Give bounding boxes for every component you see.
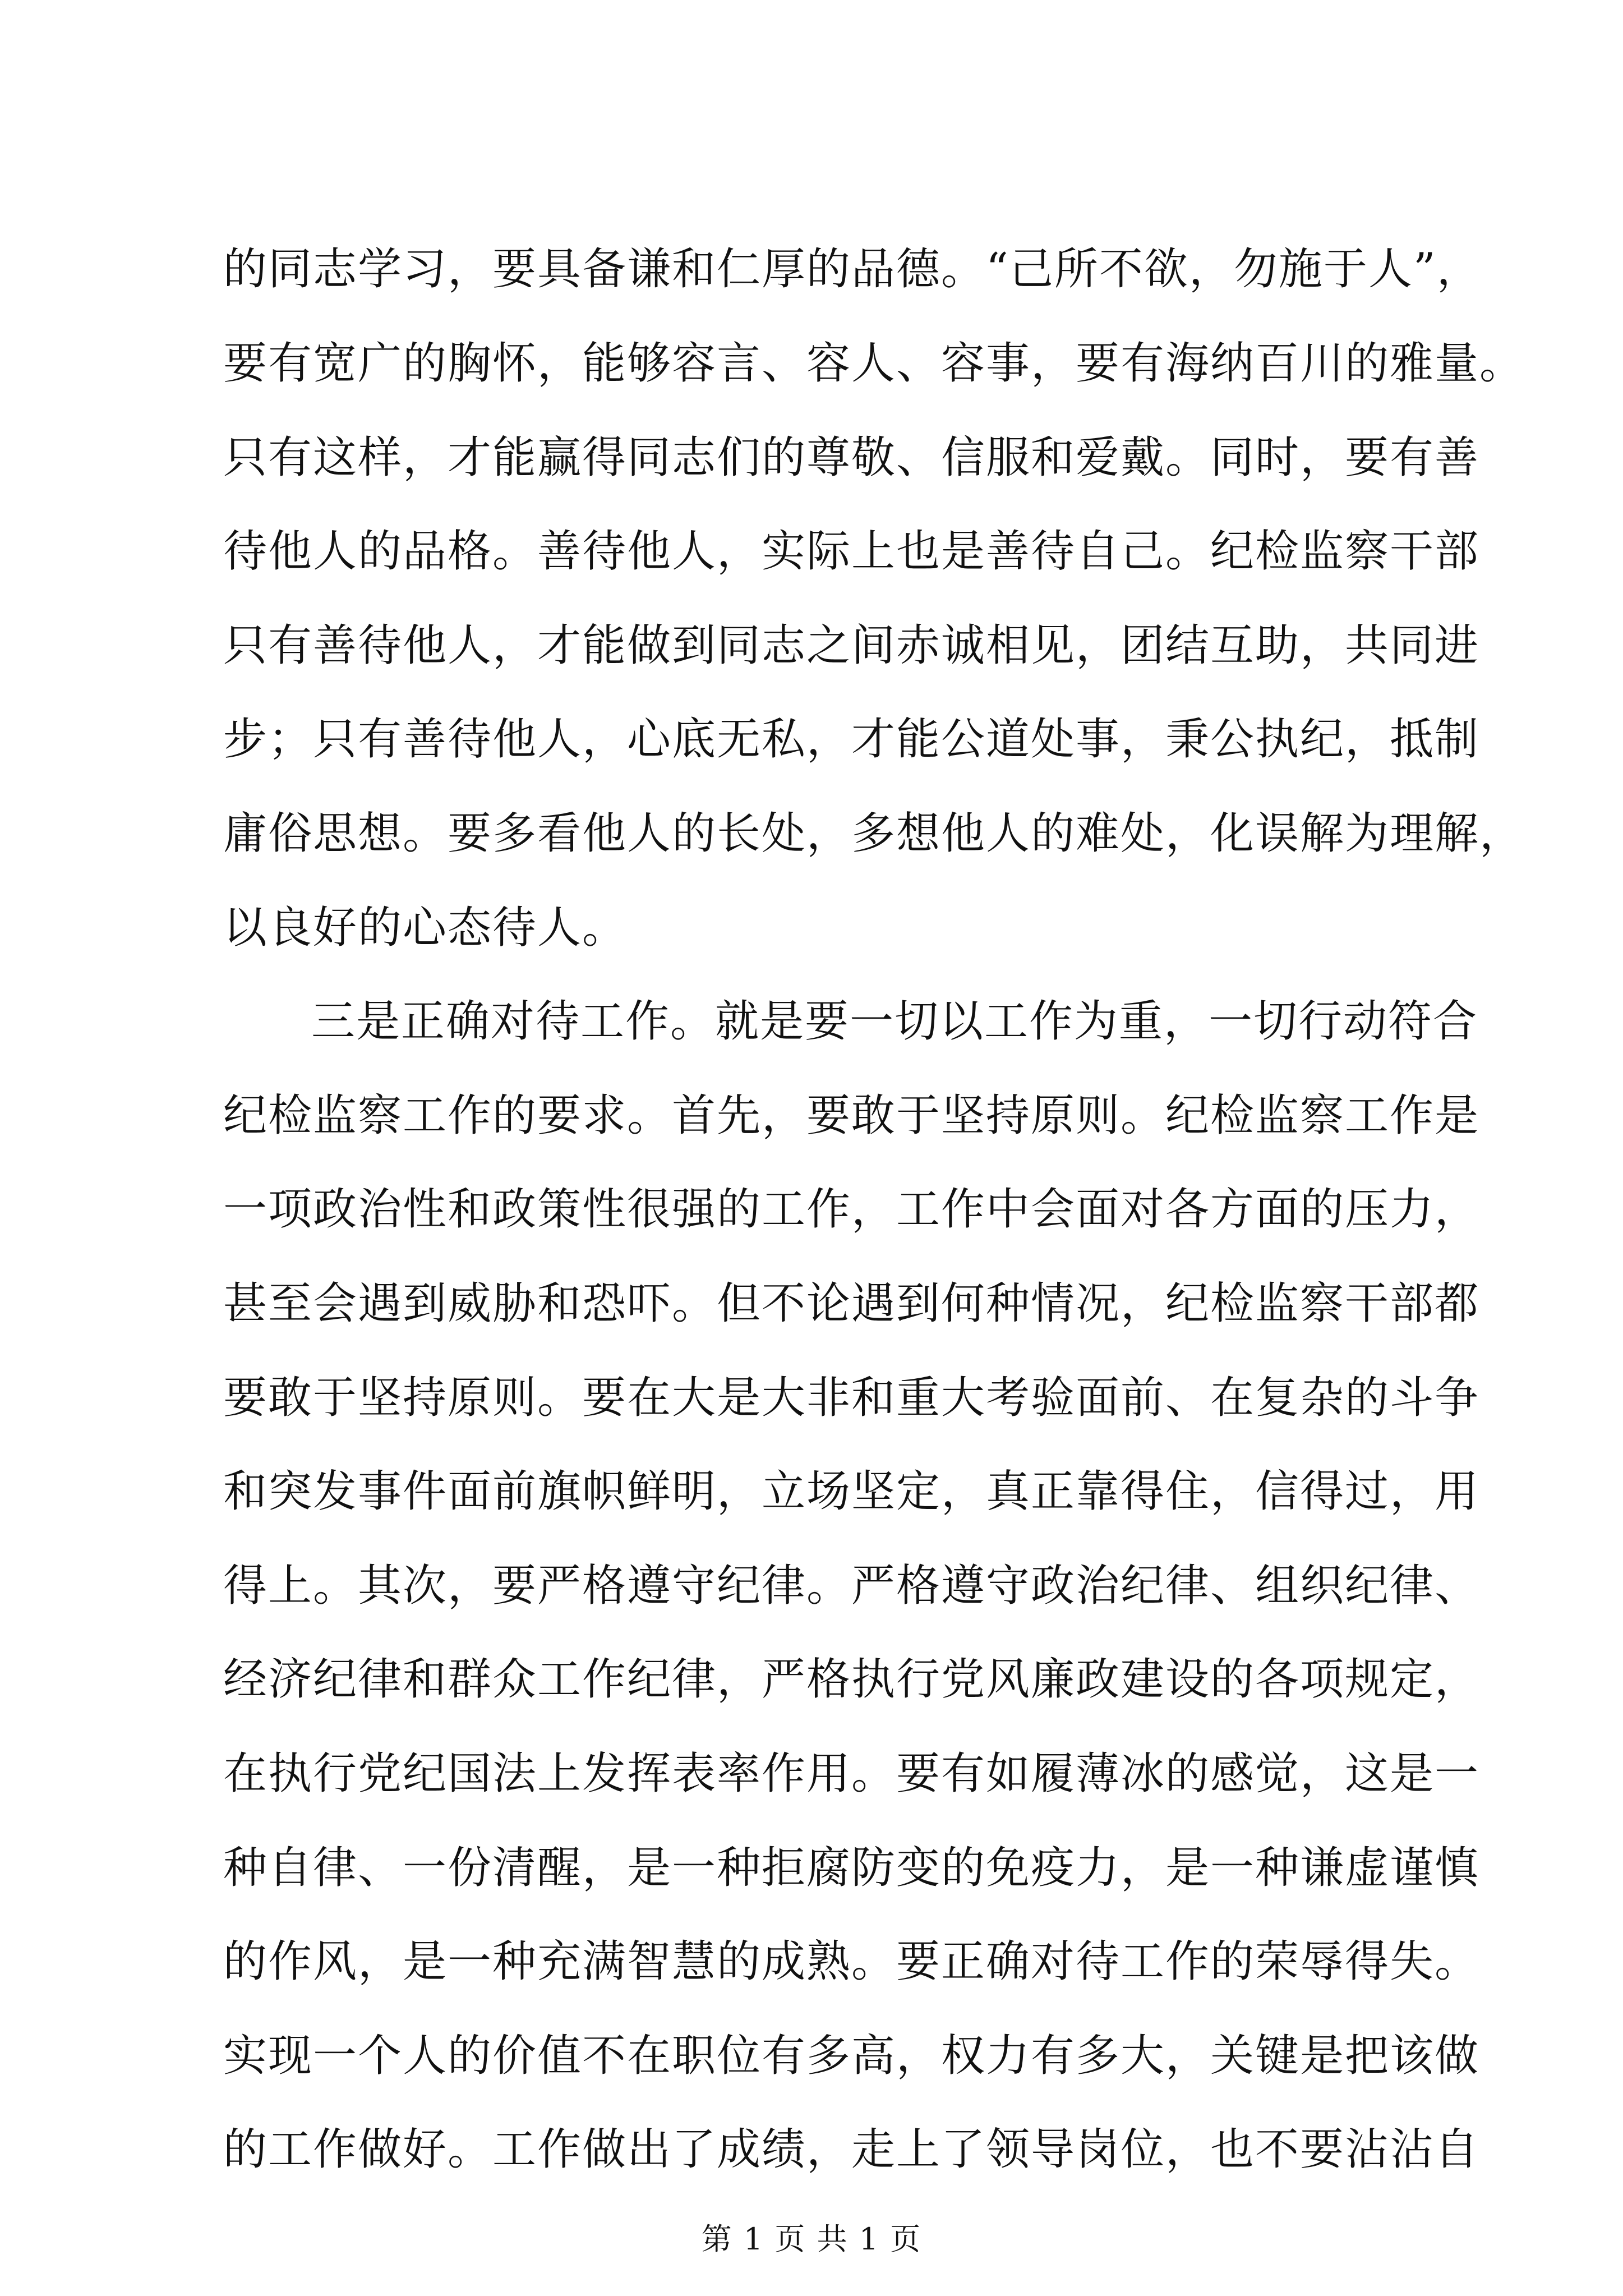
text-line: 的作风，是一种充满智慧的成熟。要正确对待工作的荣辱得失。 xyxy=(223,1936,1480,1987)
text-line: 的同志学习，要具备谦和仁厚的品德。“己所不欲，勿施于人”， xyxy=(223,244,1482,295)
text-line: 种自律、一份清醒，是一种拒腐防变的免疫力，是一种谦虚谨慎 xyxy=(223,1843,1480,1893)
text-line: 只有这样，才能赢得同志们的尊敬、信服和爱戴。同时，要有善 xyxy=(223,432,1480,483)
paragraph-start-line: 三是正确对待工作。就是要一切以工作为重，一切行动符合 xyxy=(311,996,1478,1047)
text-line: 在执行党纪国法上发挥表率作用。要有如履薄冰的感觉，这是一 xyxy=(223,1749,1480,1799)
text-line: 和突发事件面前旗帜鲜明，立场坚定，真正靠得住，信得过，用 xyxy=(223,1466,1480,1517)
text-line: 实现一个人的价值不在职位有多高，权力有多大，关键是把该做 xyxy=(223,2031,1480,2081)
text-line: 步；只有善待他人，心底无私，才能公道处事，秉公执纪，抵制 xyxy=(223,714,1480,765)
text-line: 甚至会遇到威胁和恐吓。但不论遇到何种情况，纪检监察干部都 xyxy=(223,1278,1480,1329)
text-line: 庸俗思想。要多看他人的长处，多想他人的难处，化误解为理解， xyxy=(223,808,1525,859)
page-number-footer: 第 1 页 共 1 页 xyxy=(701,2221,922,2257)
text-line: 要敢于坚持原则。要在大是大非和重大考验面前、在复杂的斗争 xyxy=(223,1373,1480,1423)
text-line: 得上。其次，要严格遵守纪律。严格遵守政治纪律、组织纪律、 xyxy=(223,1561,1480,1611)
text-line: 要有宽广的胸怀，能够容言、容人、容事，要有海纳百川的雅量。 xyxy=(223,338,1525,389)
text-line: 只有善待他人，才能做到同志之间赤诚相见，团结互助，共同进 xyxy=(223,620,1480,671)
text-line: 待他人的品格。善待他人，实际上也是善待自己。纪检监察干部 xyxy=(223,526,1480,577)
text-line: 以良好的心态待人。 xyxy=(223,903,628,953)
text-line: 的工作做好。工作做出了成绩，走上了领导岗位，也不要沾沾自 xyxy=(223,2124,1480,2175)
text-line: 纪检监察工作的要求。首先，要敢于坚持原则。纪检监察工作是 xyxy=(223,1091,1480,1141)
text-line: 经济纪律和群众工作纪律，严格执行党风廉政建设的各项规定， xyxy=(223,1654,1480,1705)
text-line: 一项政治性和政策性很强的工作，工作中会面对各方面的压力， xyxy=(223,1184,1480,1235)
